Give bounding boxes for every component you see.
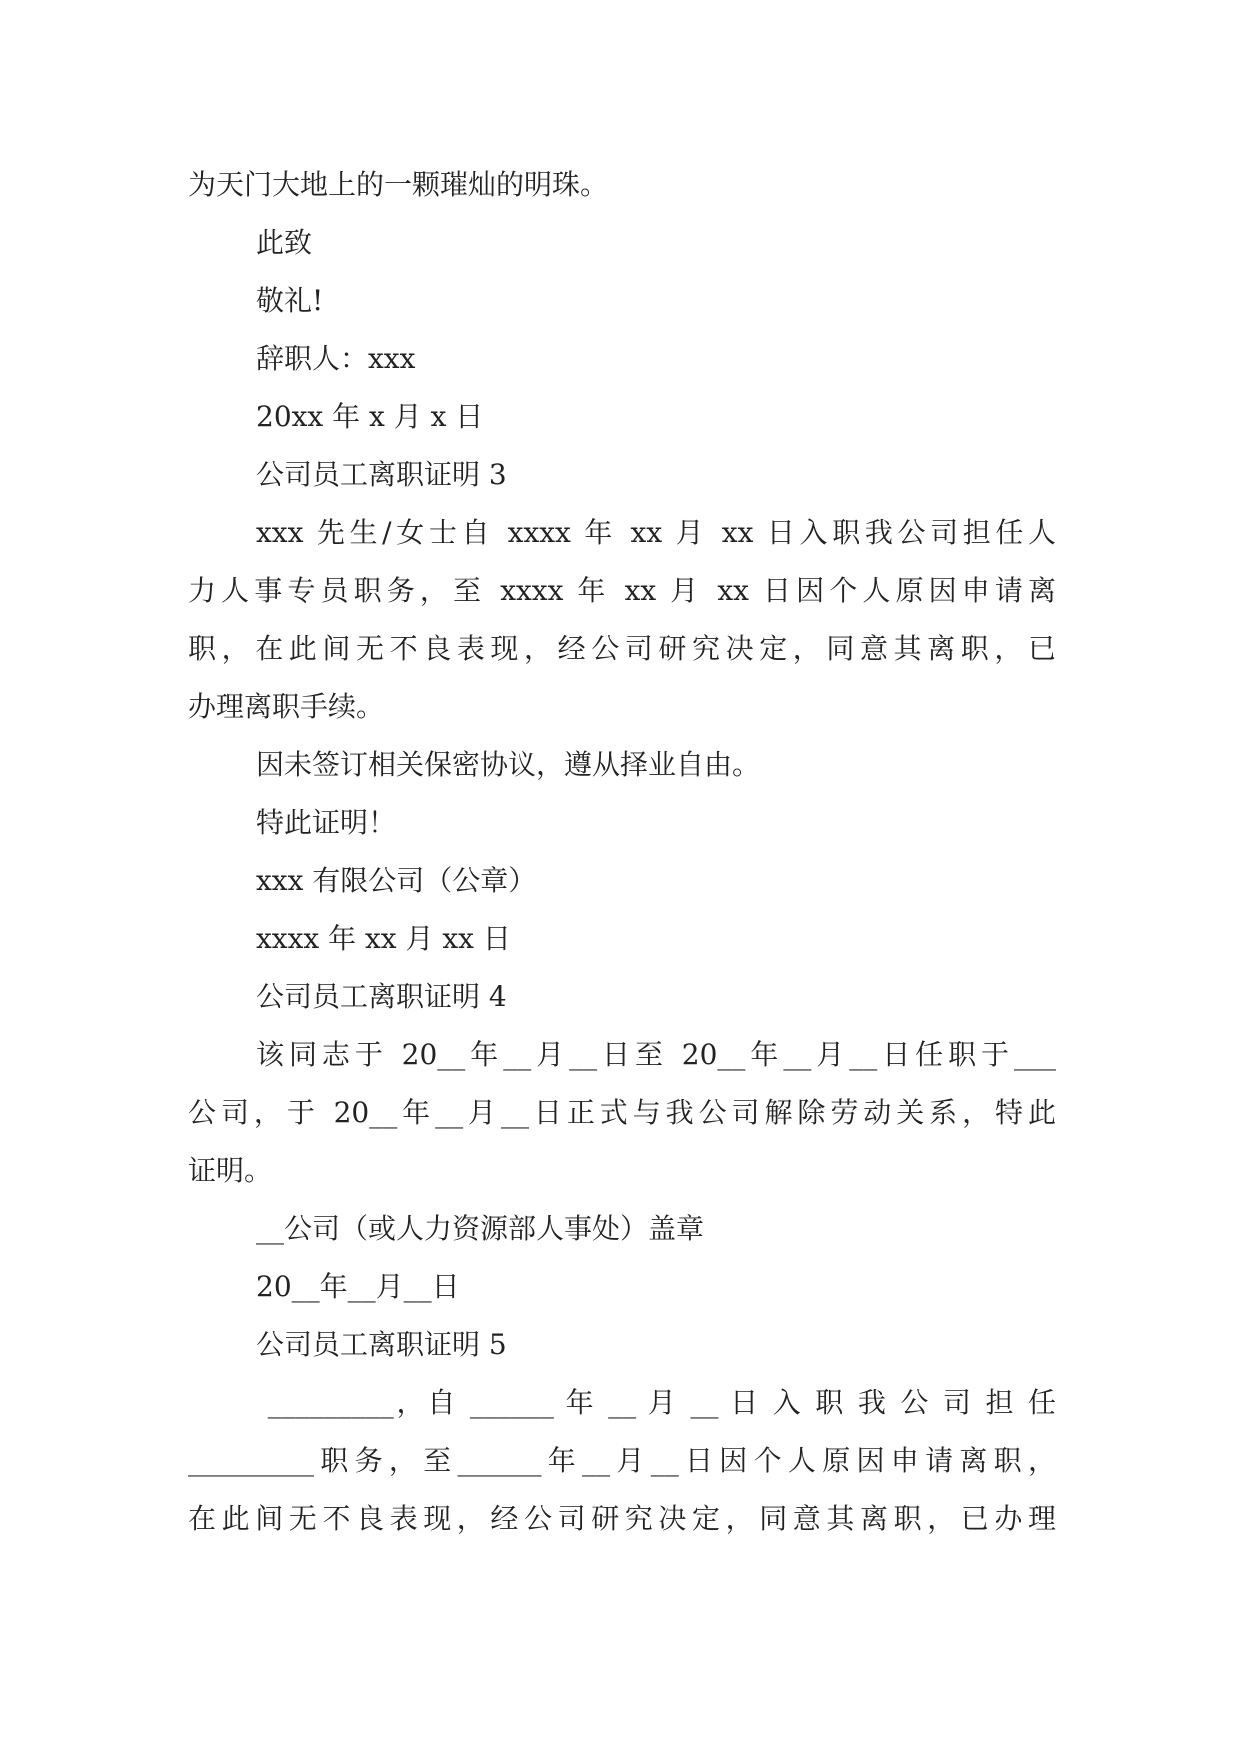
text-line: __公司（或人力资源部人事处）盖章 bbox=[256, 1212, 705, 1245]
text-line: _________职务，至______年__月__日因个人原因申请离职， bbox=[188, 1444, 1056, 1477]
text-line: 敬礼! bbox=[256, 284, 324, 317]
text-line: 为天门大地上的一颗璀灿的明珠。 bbox=[188, 168, 609, 201]
text-line: 公司，于 20__年__月__日正式与我公司解除劳动关系，特此 bbox=[188, 1096, 1056, 1129]
text-line: xxxx 年 xx 月 xx 日 bbox=[256, 922, 511, 955]
text-line: 该同志于 20__年__月__日至 20__年__月__日任职于___ bbox=[256, 1038, 1056, 1071]
text-line: 力人事专员职务，至 xxxx 年 xx 月 xx 日因个人原因申请离 bbox=[188, 574, 1056, 607]
text-line: 职，在此间无不良表现，经公司研究决定，同意其离职，已 bbox=[188, 632, 1056, 665]
text-line: _________，自 ______ 年 __ 月 __ 日 入 职 我 公 司 担 任 bbox=[256, 1386, 1056, 1419]
section-heading: 公司员工离职证明 3 bbox=[256, 458, 507, 491]
text-line: xxx 有限公司（公章） bbox=[256, 864, 537, 897]
section-heading: 公司员工离职证明 4 bbox=[256, 980, 507, 1013]
section-heading: 公司员工离职证明 5 bbox=[256, 1328, 507, 1361]
text-line: xxx 先生/女士自 xxxx 年 xx 月 xx 日入职我公司担任人 bbox=[256, 516, 1056, 549]
text-line: 在此间无不良表现，经公司研究决定，同意其离职，已办理 bbox=[188, 1502, 1056, 1535]
text-line: 辞职人：xxx bbox=[256, 342, 416, 375]
text-line: 20xx 年 x 月 x 日 bbox=[256, 400, 484, 433]
text-line: 办理离职手续。 bbox=[188, 690, 385, 723]
text-line: 因未签订相关保密协议，遵从择业自由。 bbox=[256, 748, 761, 781]
text-line: 此致 bbox=[256, 226, 313, 259]
text-line: 20__年__月__日 bbox=[256, 1270, 460, 1303]
document-page bbox=[188, 156, 1056, 1548]
text-line: 证明。 bbox=[188, 1154, 273, 1187]
text-line: 特此证明！ bbox=[256, 806, 397, 839]
